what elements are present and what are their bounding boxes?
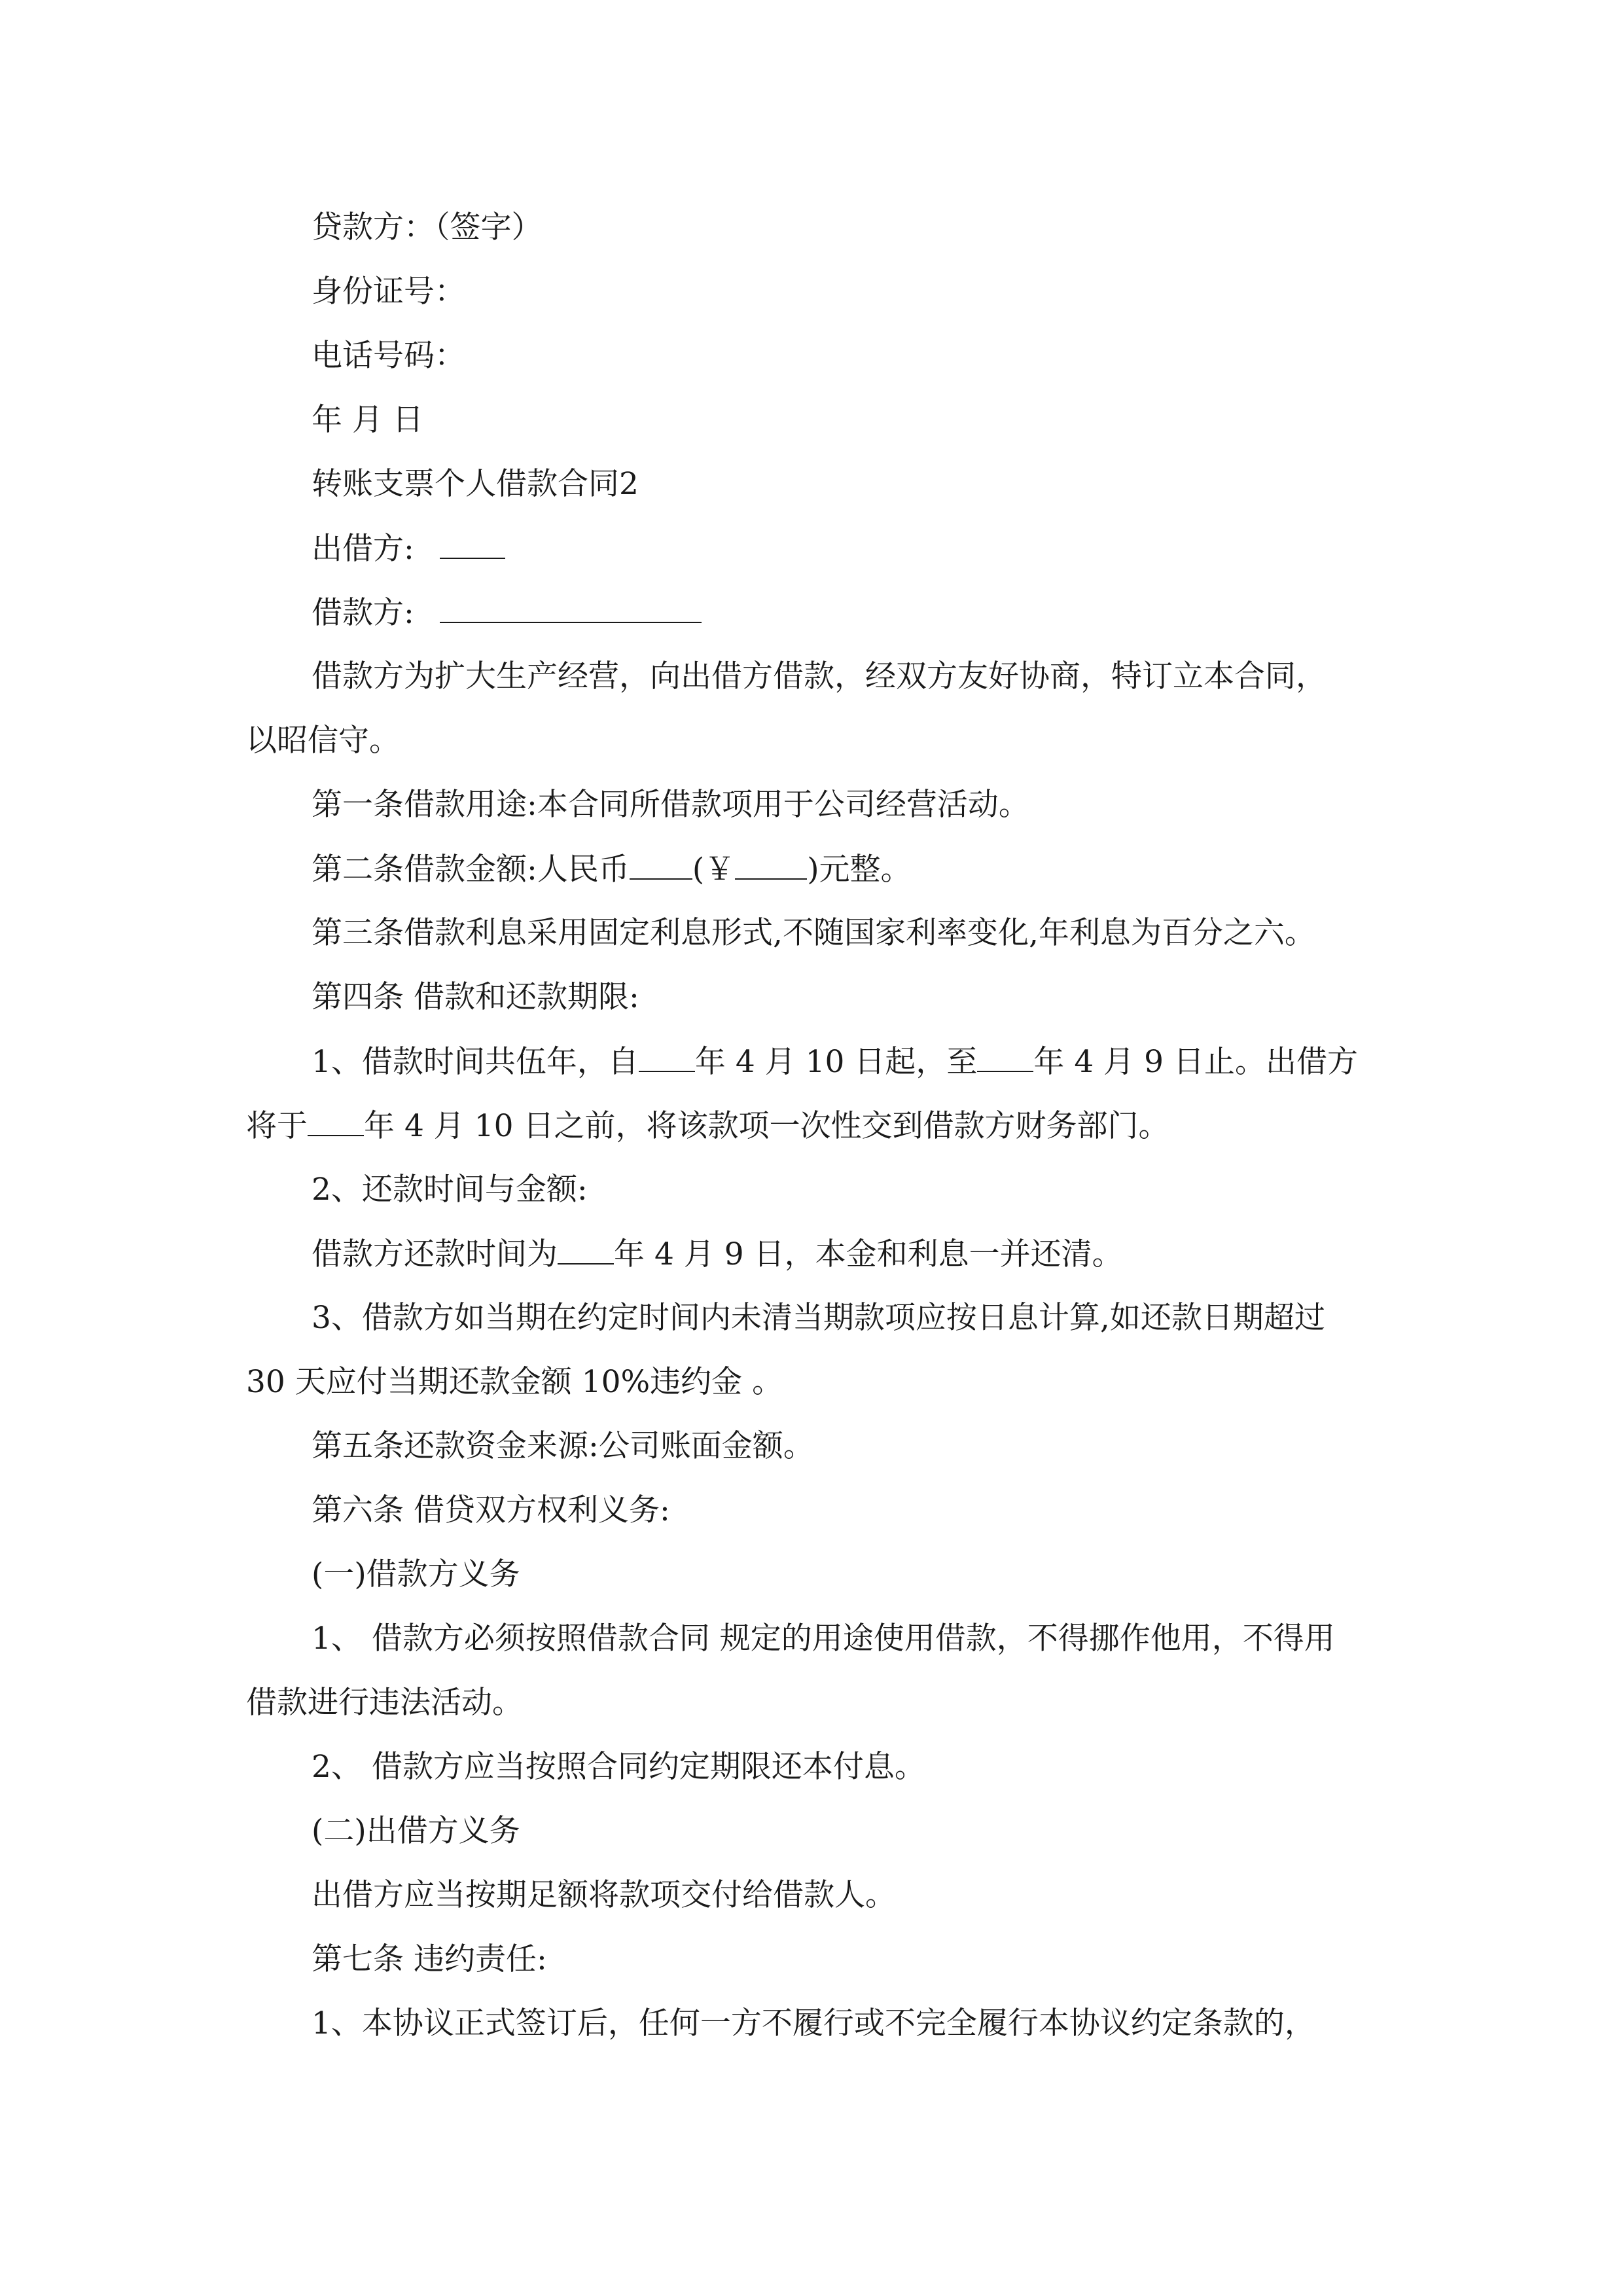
amount-number-blank — [735, 850, 807, 880]
intro-paragraph-line-1: 借款方为扩大生产经营，向出借方借款，经双方友好协商，特订立本合同， — [312, 658, 1327, 694]
article-4-item-1-text-c: 年 4 月 9 日止。出借方 — [1033, 1044, 1358, 1080]
borrower-label: 借款方: — [312, 595, 414, 631]
article-2-text-a: 第二条借款金额:人民币 — [312, 852, 630, 888]
start-year-blank — [639, 1042, 695, 1072]
article-6-item-2: 2、 借款方应当按照合同约定期限还本付息。 — [312, 1749, 925, 1785]
delivery-year-blank — [308, 1106, 364, 1136]
article-3: 第三条借款利息采用固定利息形式,不随国家利率变化,年利息为百分之六。 — [312, 915, 1315, 951]
article-4-item-2-text-b: 年 4 月 9 日，本金和利息一并还清。 — [614, 1236, 1123, 1272]
borrower-blank — [440, 593, 702, 623]
borrower-field — [312, 593, 702, 633]
lender-label: 出借方: — [312, 531, 414, 567]
article-6-subsection-1: (一)借款方义务 — [312, 1556, 520, 1592]
article-4-title: 第四条 借款和还款期限: — [312, 979, 639, 1015]
lender-field — [312, 529, 505, 569]
article-4-item-1-text-a: 1、借款时间共伍年，自 — [312, 1044, 639, 1080]
article-5: 第五条还款资金来源:公司账面金额。 — [312, 1428, 814, 1464]
id-number-line: 身份证号： — [312, 274, 465, 310]
contract-title: 转账支票个人借款合同2 — [312, 466, 639, 502]
article-2-text-c: )元整。 — [807, 852, 912, 888]
article-6-subsection-2: (二)出借方义务 — [312, 1813, 520, 1849]
date-line: 年 月 日 — [312, 402, 423, 438]
phone-number-line: 电话号码： — [312, 338, 465, 374]
article-7-item-1: 1、本协议正式签订后，任何一方不履行或不完全履行本协议约定条款的， — [312, 2005, 1315, 2041]
article-6-subsection-2-text: 出借方应当按期足额将款项交付给借款人。 — [312, 1877, 896, 1913]
article-4-item-2-text-a: 借款方还款时间为 — [312, 1236, 558, 1272]
article-4-item-2-title: 2、还款时间与金额: — [312, 1172, 588, 1208]
article-4-item-1-text-b: 年 4 月 10 日起，至 — [694, 1044, 978, 1080]
article-6-title: 第六条 借贷双方权利义务: — [312, 1492, 670, 1528]
intro-paragraph-line-2: 以昭信守。 — [246, 723, 400, 759]
article-4-item-1-text-e: 年 4 月 10 日之前，将该款项一次性交到借款方财务部门。 — [364, 1108, 1169, 1144]
article-4-item-3-line-1: 3、借款方如当期在约定时间内未清当期款项应按日息计算,如还款日期超过 — [312, 1300, 1325, 1336]
article-4-item-2-text — [312, 1234, 1123, 1274]
article-1: 第一条借款用途:本合同所借款项用于公司经营活动。 — [312, 787, 1029, 823]
article-4-item-1-line-2 — [246, 1106, 1169, 1146]
amount-words-blank — [630, 850, 692, 880]
article-2-text-b: (￥ — [692, 852, 736, 888]
article-4-item-3-line-2: 30 天应付当期还款金额 10%违约金 。 — [246, 1364, 783, 1400]
article-7-title: 第七条 违约责任: — [312, 1941, 547, 1977]
lender-blank — [440, 529, 505, 559]
end-year-blank — [977, 1042, 1033, 1072]
article-4-item-1-text-d: 将于 — [246, 1108, 308, 1144]
article-4-item-1-line-1 — [312, 1042, 1358, 1082]
article-2 — [312, 850, 912, 889]
repayment-year-blank — [558, 1234, 614, 1265]
lender-signature-line: 贷款方：（签字） — [312, 209, 543, 245]
article-6-item-1-line-2: 借款进行违法活动。 — [246, 1685, 523, 1721]
article-6-item-1-line-1: 1、 借款方必须按照借款合同 规定的用途使用借款，不得挪作他用，不得用 — [312, 1621, 1335, 1657]
